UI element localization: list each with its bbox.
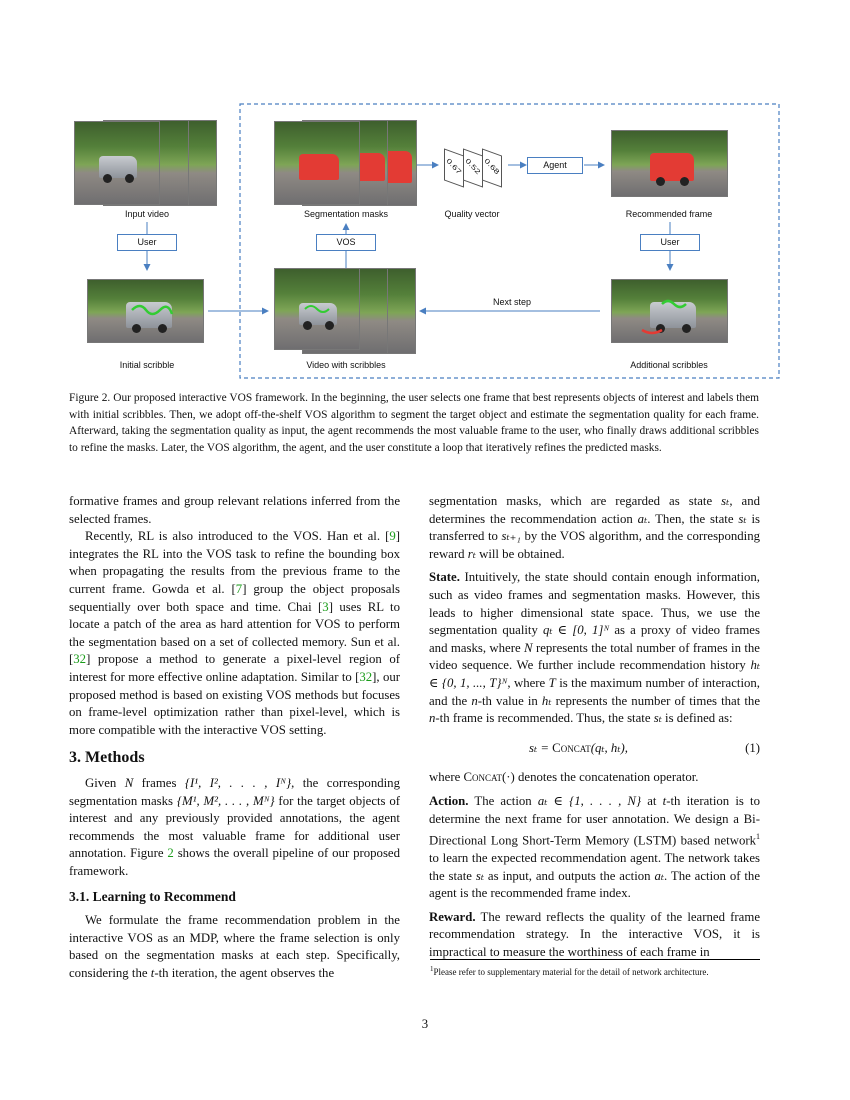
quality-cell-3: 0.68 xyxy=(482,148,502,187)
paragraph-related-rl: Recently, RL is also introduced to the VOS. Han et al. [9] integrates the RL into the VOS task to refine the bounding box when propagating the results from the previous frame to the current frame. Gowda et al. [7] group the object proposals sequentially over both space and time. Chai [3] uses RL to locate a patch of the area as hard attention for VOS to perform the segmentation based on a set of collected memory. Sun et al. [32] propose a method to generate a pixel-level region of interest for more effective online adaptation. Similar to [32], our proposed method is based on existing VOS methods but focuses on frame-level optimization rather than pixel-level, which is more compatible with the interactive VOS setting. xyxy=(69,529,400,737)
citation-link[interactable]: 3 xyxy=(322,599,329,614)
label-segmentation-masks: Segmentation masks xyxy=(303,209,389,219)
caption-label: Figure 2. xyxy=(69,392,111,404)
vos-box: VOS xyxy=(316,234,376,251)
figure-ref-link[interactable]: 2 xyxy=(167,846,174,861)
citation-link[interactable]: 9 xyxy=(389,529,396,544)
label-recommended-frame: Recommended frame xyxy=(625,209,713,219)
label-additional-scribbles: Additional scribbles xyxy=(630,360,708,370)
action-head: Action. xyxy=(429,793,469,808)
left-column xyxy=(69,493,400,982)
label-quality-vector: Quality vector xyxy=(444,209,500,219)
scribble-marks xyxy=(88,280,204,343)
figure-caption xyxy=(69,390,759,457)
caption-text: Our proposed interactive VOS framework. In the beginning, the user selects one frame that best represents objects of interest and labels them with initial scribbles. Then, we adopt off-the-shelf VOS algorithm to segment the target object and estimate the segmentation quality for each frame. Afterward, taking the segmentation quality as input, the agent recommends the most valuable frame to the user, who finally draws additional scribbles to refine the masks. Later, the VOS algorithm, the agent, and the user constitute a loop that iteratively refines the predicted masks. xyxy=(69,392,759,455)
paragraph-action: Action. The action aₜ ∈ {1, . . . , N} at t-th iteration is to determine the next frame for user annotation. We design a Bi-Directional Long Short-Term Memory (LSTM) based network$^1$ to learn the expected recommendation agent. The network takes the state sₜ as input, and outputs the action aₜ. The action of the agent is the recommended frame index. xyxy=(429,793,761,901)
label-video-with-scribbles: Video with scribbles xyxy=(306,360,386,370)
right-column xyxy=(429,493,760,962)
section-heading-methods: 3. Methods xyxy=(69,749,145,767)
paragraph-where: where Concat(·) denotes the concatenation operator. xyxy=(429,770,699,785)
label-next-step: Next step xyxy=(492,297,532,307)
label-input-video: Input video xyxy=(124,209,170,219)
reward-head: Reward. xyxy=(429,909,476,924)
paragraph-methods-intro: Given N frames {I¹, I², . . . , Iᴺ}, the corresponding segmentation masks {M¹, M², . . . , Mᴺ} for the target objects of interest and any previously provided annotations, the agent recommends the most valuable frame for additional user annotation. Figure 2 shows the overall pipeline of our proposed framework. xyxy=(69,775,401,878)
quality-cell-2: 0.52 xyxy=(463,148,483,187)
video-scribble-frame-1 xyxy=(274,268,360,350)
mask-frame-1 xyxy=(274,121,360,205)
footnote: $^1$Please refer to supplementary material for the detail of network architecture. xyxy=(430,959,760,980)
recommended-frame-image xyxy=(611,130,728,197)
citation-link[interactable]: 7 xyxy=(235,581,243,596)
user-box-left: User xyxy=(117,234,177,251)
label-initial-scribble: Initial scribble xyxy=(119,360,175,370)
figure-2 xyxy=(0,0,850,390)
initial-scribble-image xyxy=(87,279,204,343)
agent-box: Agent xyxy=(527,157,583,174)
paragraph-state: State. Intuitively, the state should contain enough information, such as video frames and segmentation masks. However, this leads to higher dimensional state space. Thus, we use the segmentation quality qₜ ∈ [0, 1]ᴺ as a proxy of video frames and masks, where N represents the total number of frames in the video sequence. We further include recommendation history hₜ ∈ {0, 1, ..., T}ᴺ, where T is the maximum number of interaction, and the n-th value in hₜ represents the number of times that the n-th frame is recommended. Thus, the state sₜ is defined as: xyxy=(429,570,761,726)
paragraph-state-transition: segmentation masks, which are regarded as state sₜ, and determines the recommendation action aₜ. Then, the state sₜ is transferred to sₜ₊₁ by the VOS algorithm, and the corresponding reward rₜ will be obtained. xyxy=(429,494,760,561)
paragraph-reward: Reward. The reward reflects the quality of the learned frame recommendation strategy. In the interactive VOS, it is impractical to measure the worthiness of each frame in xyxy=(429,909,760,959)
user-box-right: User xyxy=(640,234,700,251)
page-number: 3 xyxy=(421,1017,429,1031)
subsection-heading-learning: 3.1. Learning to Recommend xyxy=(69,889,236,905)
equation-number: (1) xyxy=(745,740,760,755)
additional-scribbles-image xyxy=(611,279,728,343)
citation-link[interactable]: 32 xyxy=(73,652,87,667)
quality-cell-1: 0.67 xyxy=(444,148,464,187)
paragraph: formative frames and group relevant relations inferred from the selected frames. xyxy=(69,494,400,526)
citation-link[interactable]: 32 xyxy=(359,669,373,684)
input-video-frame-1 xyxy=(74,121,160,205)
footnote-text: Please refer to supplementary material for the detail of network architecture. xyxy=(433,967,709,977)
paragraph-mdp: We formulate the frame recommendation problem in the interactive VOS as an MDP, where the frame selection is only based on the segmentation masks at each step. Specifically, considering the t-th iteration, the agent observes the xyxy=(69,913,400,980)
equation-1: sₜ = Concat(qₜ, hₜ), (1) xyxy=(429,740,760,758)
state-head: State. xyxy=(429,570,460,585)
footnote-marker: 1 xyxy=(756,832,760,842)
